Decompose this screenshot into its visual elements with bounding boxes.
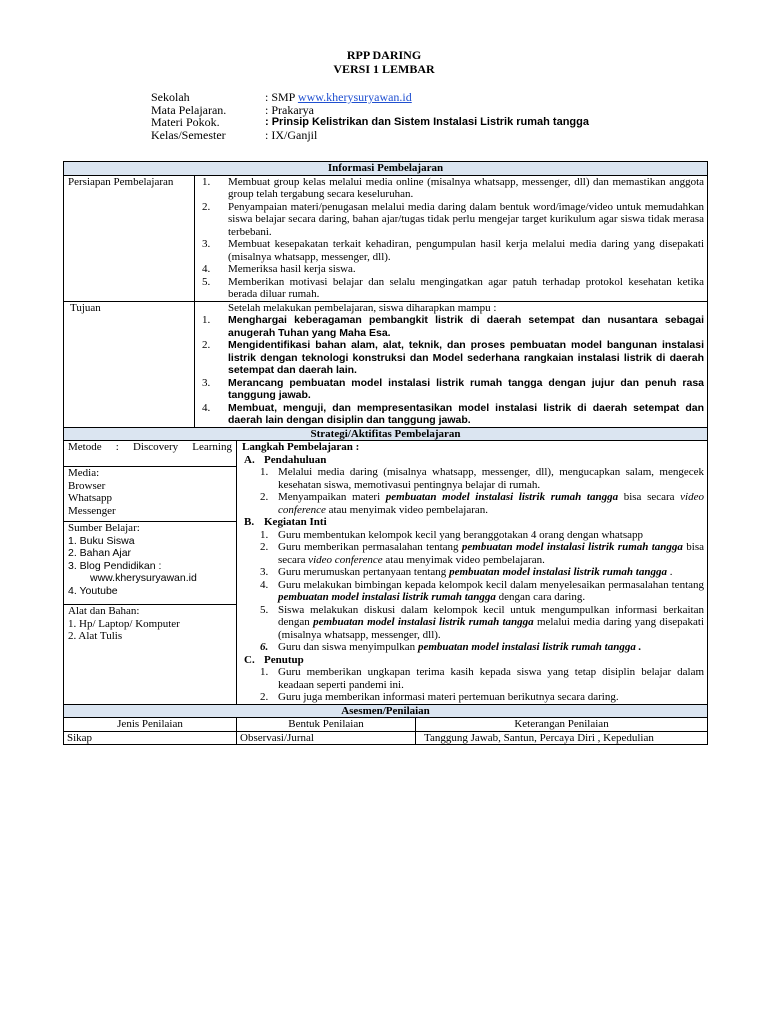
media-item: Whatsapp [68, 492, 112, 504]
list-item: 1. Melalui media daring (misalnya whatsapp, messenger, dll), mengucapkan salam, mengecek kesehatan siswa, memotivasui pentingnya belajar di rumah. [260, 466, 705, 491]
media-label: Media: [68, 467, 100, 479]
section-header-asesmen: Asesmen/Penilaian [64, 704, 708, 718]
strategi-row [64, 441, 708, 705]
persiapan-row [64, 175, 708, 301]
sumber-label: Sumber Belajar: [68, 522, 140, 534]
assessment-header-row [64, 718, 708, 732]
meta-value [265, 91, 412, 104]
alat-item: 2. Alat Tulis [68, 630, 123, 642]
table-row [64, 731, 708, 745]
lesson-plan-table [63, 161, 708, 745]
metode-cell: Metode : Discovery Learning [64, 441, 236, 467]
tujuan-intro: Setelah melakukan pembelajaran, siswa diharapkan mampu : [228, 301, 497, 314]
strategi-left-column [64, 441, 237, 705]
section-header-informasi: Informasi Pembelajaran [64, 162, 708, 176]
meta-row-kelas [151, 129, 589, 142]
meta-block [151, 91, 589, 141]
sumber-cell [64, 522, 236, 605]
column-header: Jenis Penilaian [64, 718, 237, 732]
persiapan-list-cell [195, 175, 708, 301]
list-item: 1. Menghargai keberagaman pembangkit listrik di daerah setempat dan nusantara sebagai anugerah Tuhan yang Maha Esa. [202, 314, 705, 339]
website-link[interactable]: www.kherysuryawan.id [297, 90, 412, 104]
list-item: 2. Guru memberikan permasalahan tentang pembuatan model instalasi listrik rumah tangga bisa secara video conference atau menyimak video pembelajaran. [260, 541, 704, 566]
sumber-item: 3. Blog Pendidikan : [68, 559, 162, 572]
meta-value: : IX/Ganjil [265, 127, 318, 142]
meta-key: Mata Pelajaran. [151, 102, 227, 117]
meta-value: : Prinsip Kelistrikan dan Sistem Instalasi Listrik rumah tangga [265, 116, 589, 128]
tujuan-list-cell [195, 301, 708, 427]
section-header-strategi: Strategi/Aktifitas Pembelajaran [64, 427, 708, 441]
list-item: 2. Guru juga memberikan informasi materi pertemuan berikutnya secara daring. [260, 691, 619, 703]
sumber-item: www.kherysuryawan.id [90, 572, 197, 584]
langkah-cell [237, 441, 708, 705]
tujuan-row [64, 301, 708, 427]
sumber-item: 4. Youtube [68, 584, 118, 597]
list-item: 5. Memberikan motivasi belajar dan selalu mengingatkan agar patuh terhadap protokol kesehatan ketika berada diluar rumah. [202, 275, 705, 300]
list-item: 4. Memeriksa hasil kerja siswa. [202, 263, 356, 275]
list-item: 3. Membuat kesepakatan terkait kehadiran, pengumpulan hasil kerja melalui media daring yang disepakati (misalnya whatsapp, messenger, dll). [202, 238, 705, 263]
list-item: 4. Membuat, menguji, dan mempresentasikan model instalasi listrik di daerah setempat dan daerah lain dengan disiplin dan tanggung jawab. [202, 401, 705, 426]
column-header: Keterangan Penilaian [416, 718, 708, 732]
media-cell [64, 467, 236, 522]
alat-item: 1. Hp/ Laptop/ Komputer [68, 617, 180, 630]
list-item: 3. Guru merumuskan pertanyaan tentang pembuatan model instalasi listrik rumah tangga . [260, 566, 673, 578]
meta-value-text: : SMP [265, 90, 298, 104]
sumber-item: 2. Bahan Ajar [68, 547, 132, 559]
meta-value: : Prakarya [265, 102, 314, 117]
inti-heading: B. Kegiatan Inti [244, 516, 327, 528]
list-item: 1. Guru membentukan kelompok kecil yang beranggotakan 4 orang dengan whatsapp [260, 528, 644, 541]
list-item: 2. Menyampaikan materi pembuatan model instalasi listrik rumah tangga bisa secara video conference atau menyimak video pembelajaran. [260, 491, 704, 516]
column-header: Bentuk Penilaian [237, 718, 416, 732]
meta-row-materi [151, 116, 589, 129]
meta-key: Materi Pokok. [151, 115, 220, 129]
list-item: 5. Siswa melakukan diskusi dalam kelompok kecil untuk mengumpulkan informasi berkaitan dengan pembuatan model instalasi listrik rumah tangga melalui media daring yang disepakati (misalnya whatsapp, messenger, dll). [260, 603, 705, 641]
penutup-heading: C. Penutup [244, 653, 304, 666]
document-title: RPP DARING [346, 48, 422, 62]
list-item: 2. Penyampaian materi/penugasan melalui media daring dalam bentuk word/image/video untuk memudahkan siswa belajar secara daring, bahan ajar/tugas tidak perlu mengejar target kurikulum agar siswa tidak merasa terbebani. [202, 200, 705, 238]
meta-key: Sekolah [151, 90, 190, 104]
alat-cell [64, 605, 236, 643]
media-item: Browser [68, 479, 106, 492]
alat-label: Alat dan Bahan: [68, 605, 140, 617]
media-item: Messenger [68, 504, 116, 517]
list-item: 2. Mengidentifikasi bahan alam, alat, teknik, dan proses pembuatan model bangunan instalasi listrik dengan teknologi konstruksi dan Model sederhana rangkaian instalasi listrik di daerah setempat dan daerah lain. [202, 339, 705, 376]
table-cell: Tanggung Jawab, Santun, Percaya Diri , Kepedulian [416, 731, 708, 745]
meta-key: Kelas/Semester [151, 127, 226, 142]
pendahuluan-heading: A. Pendahuluan [244, 453, 327, 466]
list-item: 6. Guru dan siswa menyimpulkan pembuatan model instalasi listrik rumah tangga . [260, 641, 642, 653]
table-cell: Sikap [64, 731, 237, 745]
list-item: 1. Guru memberikan ungkapan terima kasih kepada siswa yang tetap disiplin belajar dalam keadaan seperti pandemi ini. [260, 666, 705, 691]
tujuan-label: Tujuan [64, 301, 195, 427]
meta-row-sekolah [151, 91, 589, 104]
sumber-item: 1. Buku Siswa [68, 534, 135, 547]
list-item: 1. Membuat group kelas melalui media online (misalnya whatsapp, messenger, dll) dan memastikan anggota group telah tergabung secara keseluruhan. [202, 175, 705, 200]
list-item: 3. Merancang pembuatan model instalasi listrik rumah tangga dengan jujur dan penuh rasa tanggung jawab. [202, 376, 705, 401]
persiapan-label: Persiapan Pembelajaran [64, 175, 195, 301]
document-subtitle: VERSI 1 LEMBAR [333, 62, 435, 76]
list-item: 4. Guru melakukan bimbingan kepada kelompok kecil dalam menyelesaikan permasalahan tentang pembuatan model instalasi listrik rumah tangga dengan cara daring. [260, 578, 705, 603]
table-cell: Observasi/Jurnal [237, 731, 416, 745]
langkah-title: Langkah Pembelajaran : [242, 441, 360, 453]
